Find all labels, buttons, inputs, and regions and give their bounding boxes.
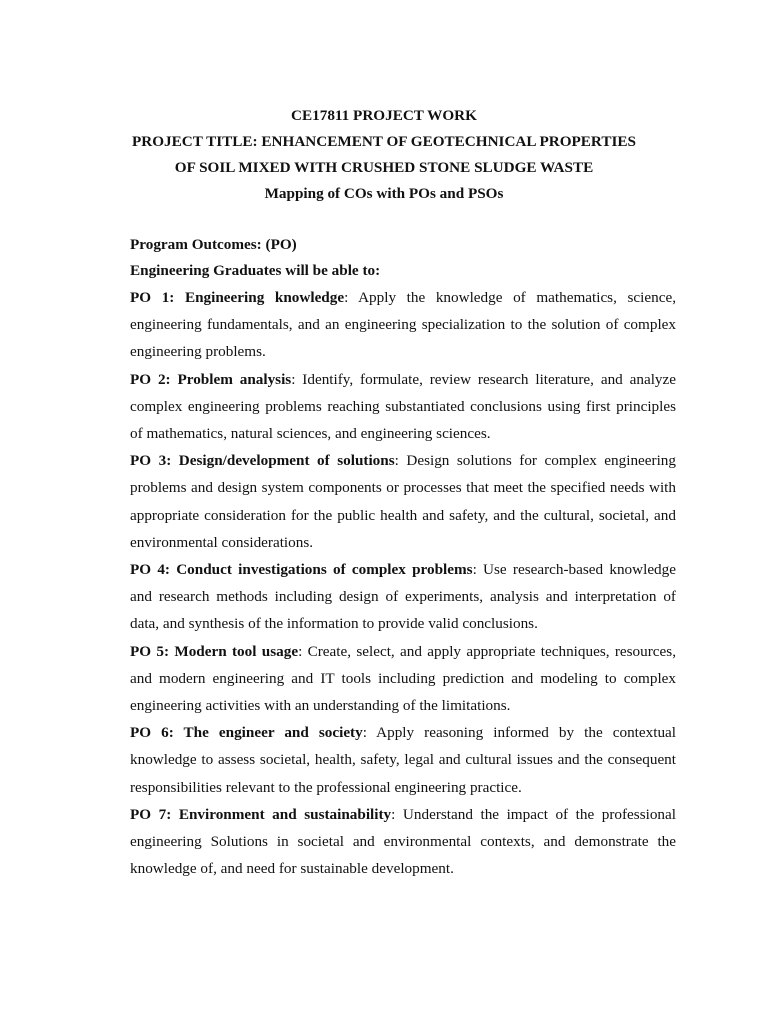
project-title-line-1: PROJECT TITLE: ENHANCEMENT OF GEOTECHNICAL PROPERTIES (132, 133, 636, 150)
program-outcome-title: PO 2: Problem analysis (130, 370, 292, 388)
document-header (0, 103, 768, 207)
program-outcome-item (130, 556, 676, 638)
section-intro: Engineering Graduates will be able to: (130, 262, 381, 279)
program-outcome-title: PO 5: Modern tool usage (130, 642, 299, 660)
program-outcome-item (130, 284, 676, 366)
program-outcome-item (130, 366, 676, 448)
program-outcome-text: : Identify, formulate, review research literature, and analyze complex engineering problems reaching substantiated conclusions using first principles of mathematics, natural sciences, and engineering sciences. (130, 370, 676, 443)
program-outcome-title: PO 4: Conduct investigations of complex problems (130, 561, 473, 579)
program-outcome-text: : Use research-based knowledge and research methods including design of experiments, analysis and interpretation of data, and synthesis of the information to provide valid conclusions. (130, 561, 676, 633)
program-outcome-title: PO 3: Design/development of solutions (130, 452, 395, 470)
program-outcome-title: PO 6: The engineer and society (130, 724, 363, 742)
document-body (130, 232, 676, 882)
program-outcome-text: : Apply the knowledge of mathematics, science, engineering fundamentals, and an engineering specialization to the solution of complex engineering problems. (130, 289, 676, 361)
program-outcome-title: PO 1: Engineering knowledge (130, 289, 345, 306)
program-outcome-text: : Apply reasoning informed by the contextual knowledge to assess societal, health, safety, legal and cultural issues and the consequent responsibilities relevant to the professional engineering practice. (130, 724, 677, 796)
program-outcome-item (130, 447, 676, 556)
program-outcome-item (130, 638, 676, 720)
program-outcome-title: PO 7: Environment and sustainability (130, 805, 392, 823)
mapping-subtitle: Mapping of COs with POs and PSOs (264, 185, 504, 202)
program-outcome-text: : Create, select, and apply appropriate techniques, resources, and modern engineering and IT tools including prediction and modeling to complex engineering activities with an understanding of the limitations. (130, 642, 676, 715)
section-heading: Program Outcomes: (PO) (130, 236, 297, 253)
program-outcome-item (130, 719, 676, 801)
project-title-line-2: OF SOIL MIXED WITH CRUSHED STONE SLUDGE WASTE (174, 159, 594, 176)
program-outcome-text: : Design solutions for complex engineering problems and design system components or processes that meet the specified needs with appropriate consideration for the public health and safety, and the cultural, societal, and environmental considerations. (130, 452, 676, 551)
course-code-title: CE17811 PROJECT WORK (291, 107, 477, 124)
program-outcome-item (130, 801, 676, 883)
program-outcome-text: : Understand the impact of the professional engineering Solutions in societal and environmental contexts, and demonstrate the knowledge of, and need for sustainable development. (130, 805, 676, 878)
